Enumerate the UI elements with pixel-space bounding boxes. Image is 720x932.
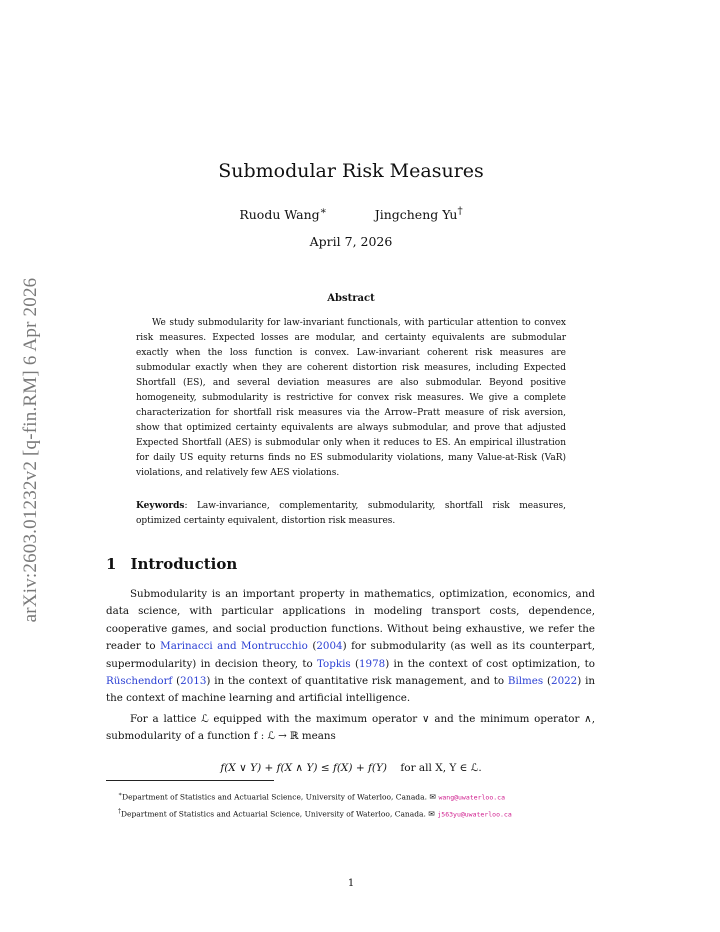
abstract-heading: Abstract (327, 293, 375, 304)
citation-year-link[interactable]: 2004 (316, 640, 343, 653)
author-2-name: Jingcheng Yu (374, 207, 458, 223)
envelope-icon: ✉ (428, 809, 435, 819)
envelope-icon: ✉ (429, 792, 437, 802)
author-2 (375, 205, 463, 222)
footnote-1-mark: ∗ (118, 791, 123, 798)
para-text: ( (543, 675, 552, 688)
para-text: ) in the context of quantitative risk management, and to (206, 675, 508, 688)
section-number: 1 (106, 555, 117, 573)
paper-date: April 7, 2026 (309, 234, 393, 249)
author-1-mark: ∗ (319, 205, 327, 217)
footnote-2-text: Department of Statistics and Actuarial Science, University of Waterloo, Canada. (121, 809, 426, 819)
section-title: Introduction (130, 555, 238, 573)
para-text: Submodularity is an important property in mathematics, optimization, economics, and data science, with particular applications in modeling transport costs, dependence, cooperative games, and social production functions. Without being exhaustive, we refer the reader to (106, 588, 595, 653)
submodularity-equation (0, 762, 702, 774)
author-1-name: Ruodu Wang (239, 207, 320, 223)
para-text: ( (307, 640, 317, 653)
email-link-2[interactable]: j563yu@uwaterloo.ca (437, 810, 512, 819)
keywords (136, 499, 566, 529)
section-heading (106, 555, 237, 573)
citation-link[interactable]: Rüschendorf (106, 675, 173, 688)
page-number: 1 (347, 878, 355, 889)
citation-year-link[interactable]: 1978 (358, 657, 386, 670)
citation-year-link[interactable]: 2013 (180, 675, 207, 688)
equation-condition: for all X, Y ∈ ℒ. (400, 762, 482, 774)
intro-paragraph-2: For a lattice ℒ equipped with the maximum operator ∨ and the minimum operator ∧, submodularity of a function f : ℒ → ℝ means (106, 713, 595, 743)
keywords-text: : Law-invariance, complementarity, submodularity, shortfall risk measures, optimized certainty equivalent, distortion risk measures. (136, 501, 566, 526)
footnote-1 (118, 791, 505, 802)
arxiv-id: arXiv:2603.01232v2 [q-fin.RM] 6 Apr 2026 (20, 277, 41, 623)
arxiv-identifier-stamp (20, 250, 42, 650)
para-text: ) for submodularity (as well as its counterpart, supermodularity) in decision theory, to (106, 640, 595, 670)
para-text: ) in the context of machine learning and artificial intelligence. (106, 675, 596, 705)
footnote-divider (106, 780, 274, 781)
citation-year-link[interactable]: 2022 (551, 675, 578, 688)
footnote-2-mark: † (118, 808, 121, 815)
para-text: ( (350, 657, 359, 670)
para-text: ) in the context of cost optimization, to (385, 657, 596, 670)
email-link-1[interactable]: wang@uwaterloo.ca (438, 793, 505, 802)
citation-link[interactable]: Topkis (316, 657, 351, 670)
equation-lhs: f(X ∨ Y) + f(X ∧ Y) ≤ f(X) + f(Y) (220, 762, 387, 774)
citation-link[interactable]: Marinacci and Montrucchio (160, 640, 308, 653)
intro-paragraph-1 (106, 586, 595, 708)
author-1 (239, 205, 326, 222)
keywords-label: Keywords (136, 501, 185, 511)
abstract-body: We study submodularity for law-invariant functionals, with particular attention to convex risk measures. Expected losses are modular, and certainty equivalents are submodular exactly when the loss function is convex. Law-invariant coherent risk measures are submodular exactly when they are coherent distortion risk measures, including Expected Shortfall (ES), and several deviation measures are also submodular. Beyond positive homogeneity, submodularity is restrictive for convex risk measures. We give a complete characterization for shortfall risk measures via the Arrow–Pratt measure of risk aversion, show that optimized certainty equivalents are always submodular, and prove that adjusted Expected Shortfall (AES) is submodular only when it reduces to ES. An empirical illustration for daily US equity returns finds no ES submodularity violations, many Value-at-Risk (VaR) violations, and relatively few AES violations. (136, 318, 566, 478)
paper-title: Submodular Risk Measures (218, 160, 484, 182)
footnote-1-text: Department of Statistics and Actuarial Science, University of Waterloo, Canada. (122, 792, 427, 802)
author-list (0, 205, 702, 222)
author-2-mark: † (457, 205, 463, 217)
para-text: ( (172, 675, 181, 688)
citation-link[interactable]: Bilmes (507, 675, 544, 688)
footnote-2 (118, 808, 512, 819)
